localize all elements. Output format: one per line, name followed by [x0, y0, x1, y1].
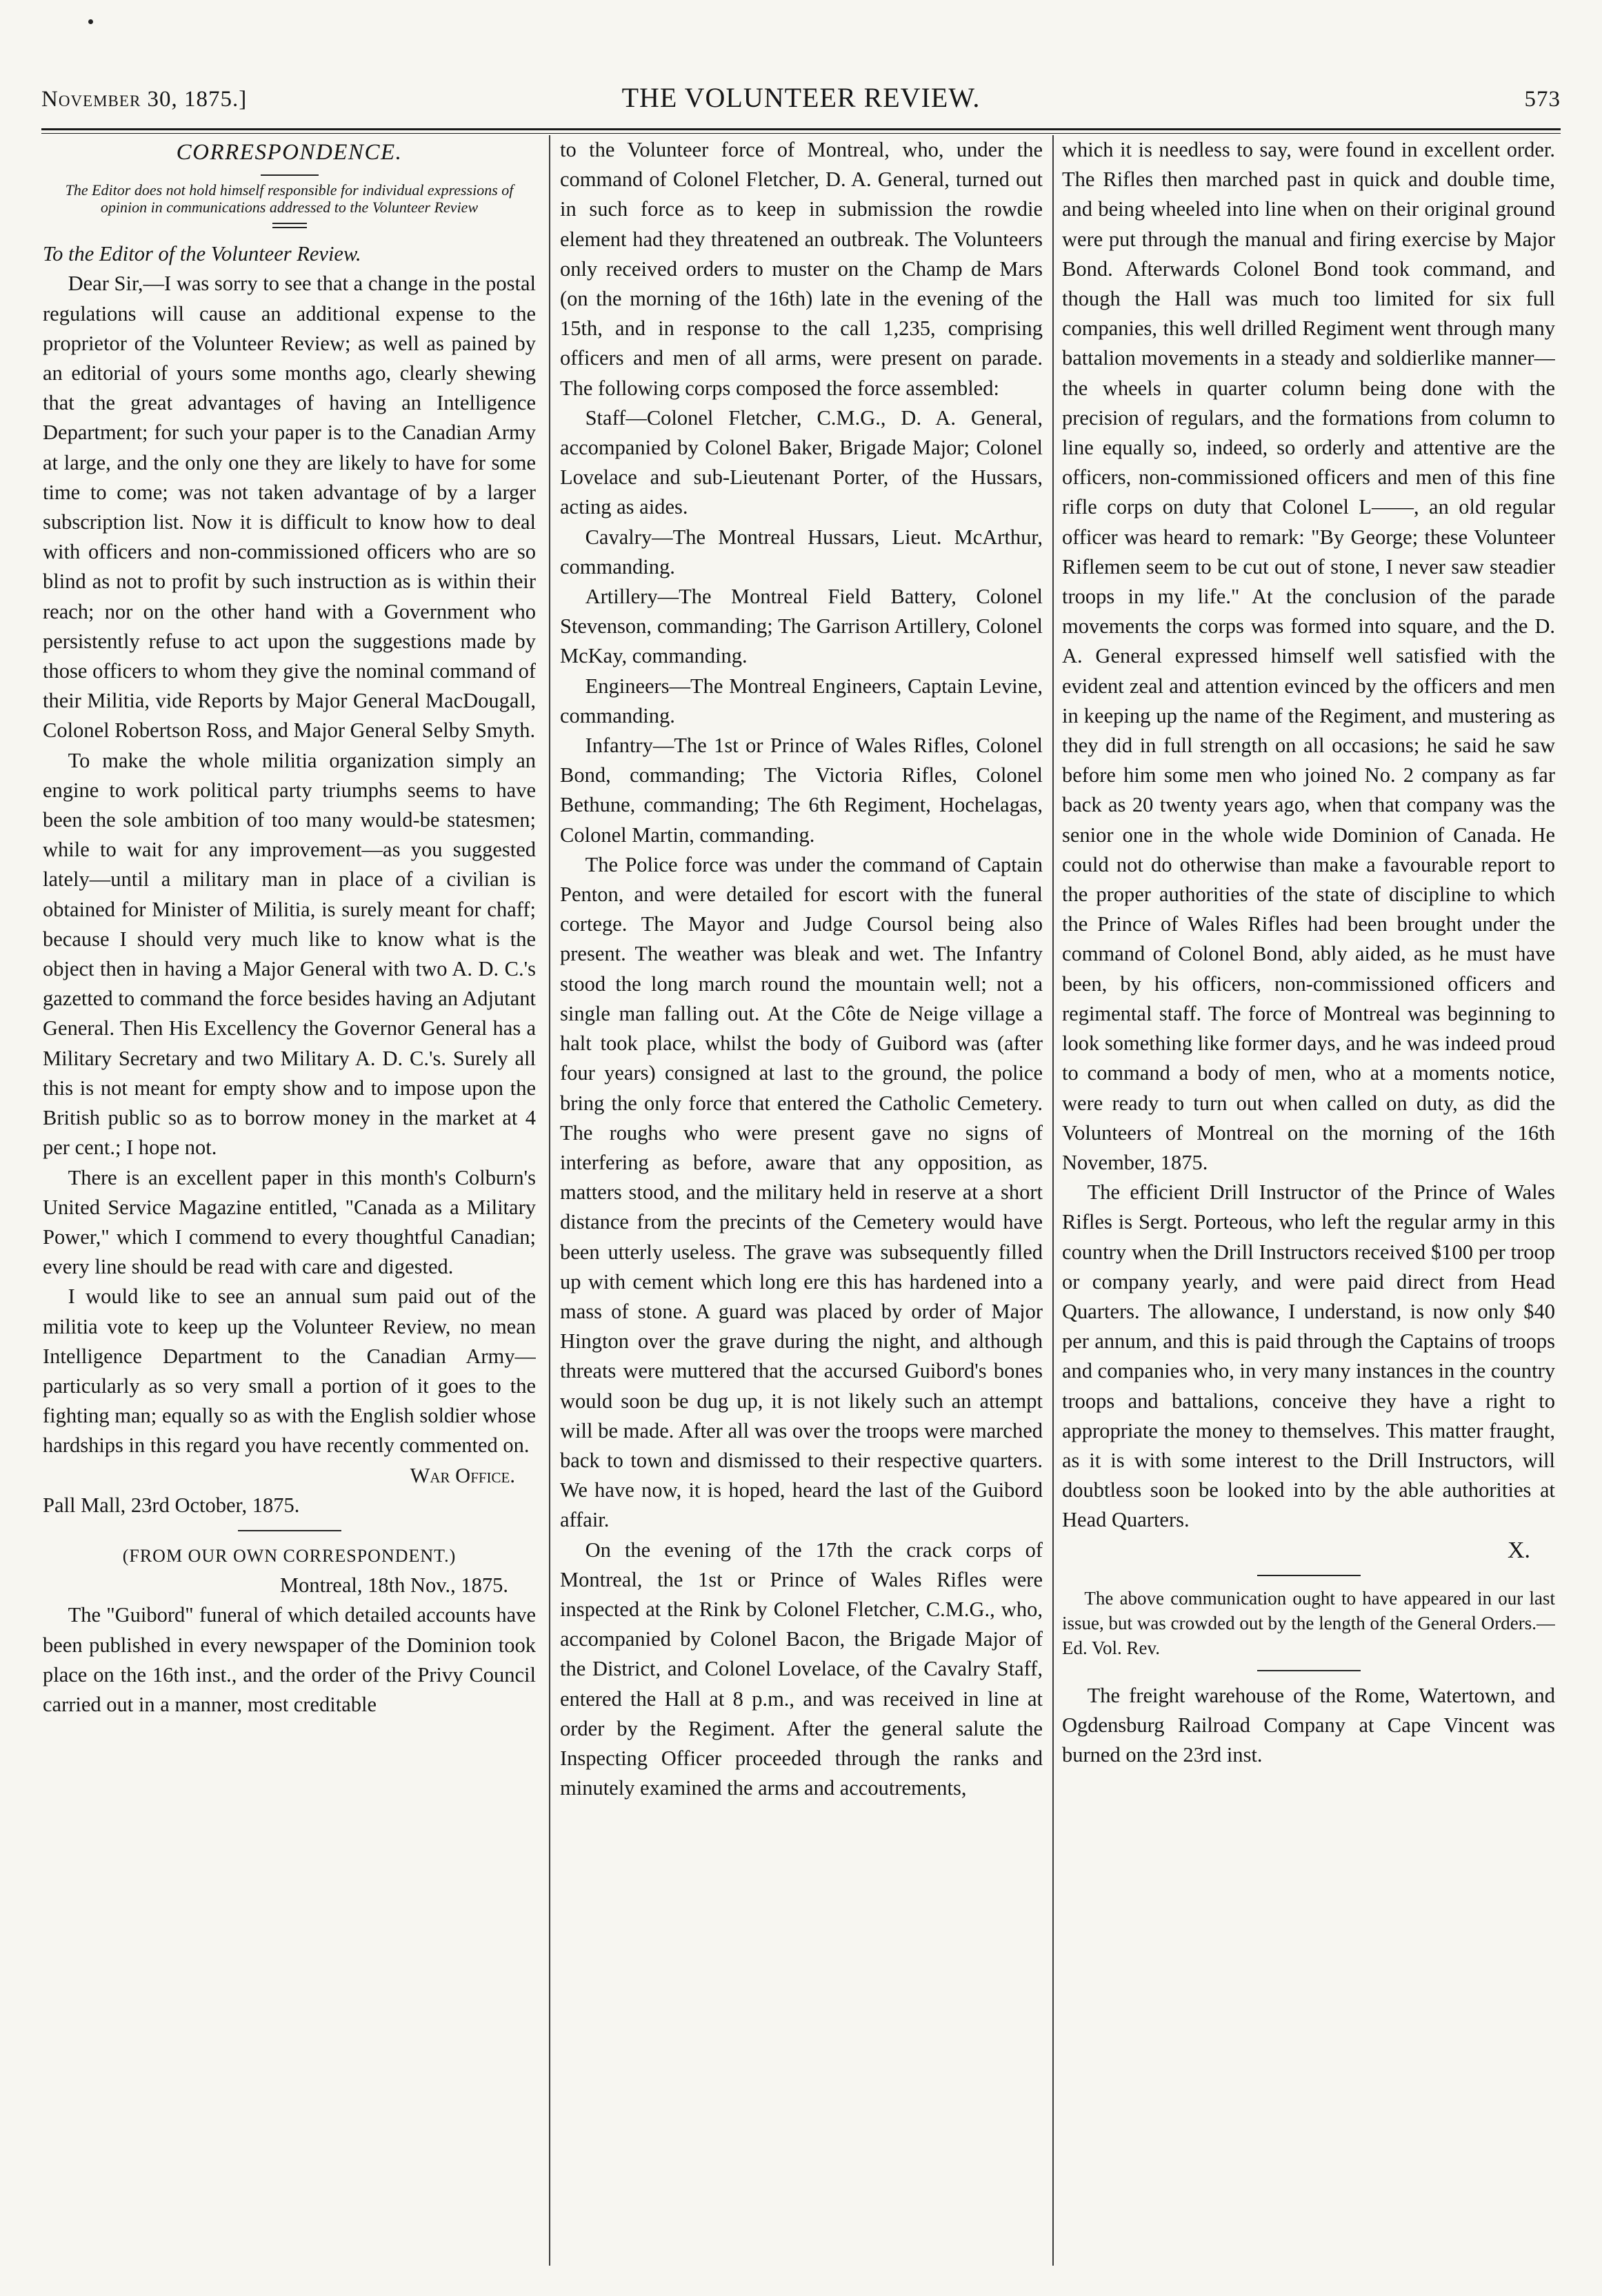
page-number: 573 [1524, 87, 1561, 112]
correspondent-dateline: Montreal, 18th Nov., 1875. [280, 1573, 508, 1598]
issue-date: November 30, 1875.] [41, 87, 248, 112]
corps-artillery: Artillery—The Montreal Field Battery, Colonel Stevenson, commanding; The Garrison Artillery, Colonel McKay, commanding. [560, 585, 1043, 668]
letter-dateline: Pall Mall, 23rd October, 1875. [43, 1493, 300, 1517]
correspondent-label: (FROM OUR OWN CORRESPONDENT.) [122, 1545, 457, 1566]
report-paragraph-6: The efficient Drill Instructor of the Prince of Wales Rifles is Sergt. Porteous, who left the regular army in this country when the Drill Instructors received $100 per troop or company yearly, and were paid direct from Head Quarters. The allowance, I understand, is now only $40 per annum, and this is paid through the Captains of troops and companies who, in very many instances in the country troops and battalions, conceive they have a right to appropriate the money to themselves. This matter fraught, as it is with some interest to the Drill Instructors, will doubtless soon be looked into by the able authorities at Head Quarters. [1062, 1180, 1555, 1532]
editor-disclaimer: The Editor does not hold himself responsible for individual expressions of opinion in communications addressed to the Volunteer Review [65, 181, 514, 216]
column-divider-1 [549, 135, 550, 2266]
double-rule [272, 223, 307, 228]
report-signature: X. [1507, 1537, 1530, 1563]
column-3 [1062, 135, 1555, 2269]
corps-infantry: Infantry—The 1st or Prince of Wales Rifles, Colonel Bond, commanding; The Victoria Rifles, Colonel Bethune, commanding; The 6th Regiment, Hochelagas, Colonel Martin, commanding. [560, 734, 1043, 847]
corps-engineers: Engineers—The Montreal Engineers, Captain Levine, commanding. [560, 674, 1043, 727]
letter-address: To the Editor of the Volunteer Review. [43, 242, 361, 266]
column-2 [560, 135, 1043, 2269]
corps-staff: Staff—Colonel Fletcher, C.M.G., D. A. General, accompanied by Colonel Baker, Brigade Major; Colonel Lovelace and sub-Lieutenant Porter, of the Hussars, acting as aides. [560, 405, 1043, 519]
separator-rule [238, 1530, 341, 1531]
section-rule [261, 174, 319, 176]
letter-signature: War Office. [410, 1463, 515, 1487]
separator-rule-3 [1257, 1670, 1361, 1671]
column-divider-2 [1052, 135, 1054, 2266]
report-paragraph-4: On the evening of the 17th the crack corps of Montreal, the 1st or Prince of Wales Rifles were inspected at the Rink by Colonel Fletcher, C.M.G., who, accompanied by Colonel Bacon, the Brigade Major of the District, and Colonel Lovelace, of the Cavalry Staff, entered the Hall at 8 p.m., and was received in line at order by the Regiment. After the general salute the Inspecting Officer proceeded through the ranks and minutely examined the arms and accoutrements, [560, 1538, 1043, 1800]
letter-paragraph-2: To make the whole militia organization simply an engine to work political party triumphs seems to have been the sole ambition of too many would-be statesmen; while to wait for any improvement—as you suggested lately—until a military man in place of a civilian is obtained for Minister of Militia, is surely meant for chaff; because I should very much like to know what is the object then in having a Major General with two A. D. C.'s gazetted to command the force besides having an Adjutant General. Then His Excellency the Governor General has a Military Secretary and two Military A. D. C.'s. Surely all this is not meant for empty show and to impose upon the British public so as to borrow money in the market at 4 per cent.; I hope not. [43, 748, 536, 1160]
column-1 [43, 135, 536, 2269]
separator-rule-2 [1257, 1575, 1361, 1576]
section-title: CORRESPONDENCE. [176, 140, 403, 165]
letter-paragraph-1: Dear Sir,—I was sorry to see that a change in the postal regulations will cause an additional expense to the proprietor of the Volunteer Review; as well as pained by an editorial of yours some months ago, clearly shewing that the great advantages of having an Intelligence Department; for such your paper is to the Canadian Army at large, and the only one they are likely to have for some time to come; was not taken advantage of by a larger subscription list. Now it is difficult to know how to deal with officers and non-commissioned officers who are so blind as not to profit by such instruction as is within their reach; nor on the other hand with a Government who persistently refuse to act upon the suggestions made by those officers to whom they give the nominal command of their Militia, vide Reports by Major General MacDougall, Colonel Robertson Ross, and Major General Selby Smyth. [43, 272, 536, 743]
letter-paragraph-3: There is an excellent paper in this month's Colburn's United Service Magazine entitled, "Canada as a Military Power," which I commend to every thoughtful Canadian; every line should be read with care and digested. [43, 1165, 536, 1279]
report-paragraph-5: which it is needless to say, were found in excellent order. The Rifles then marched past in quick and double time, and being wheeled into line when on their original ground were put through the manual and firing exercise by Major Bond. Afterwards Colonel Bond took command, and though the Hall was much too limited for six full companies, this well drilled Regiment went through many battalion movements in a steady and soldierlike manner—the wheels in quarter column being done with the precision of regulars, and the formations from column to line equally so, indeed, so orderly and attentive are the officers, non-commissioned officers and men of this fine rifle corps on duty that Colonel L——, an old regular officer was heard to remark: "By George; these Volunteer Riflemen seem to be cut out of stone, I never saw steadier troops in my life." At the conclusion of the parade movements the corps was formed into square, and the D. A. General expressed himself well satisfied with the evident zeal and attention evinced by the officers and men in keeping up the name of the Regiment, and mustering as they did in full strength on all occasions; he said he saw before him some men who joined No. 2 company as far back as 20 twenty years ago, when that company was the senior one in the whole wide Dominion of Canada. He could not do otherwise than make a favourable report to the proper authorities of the state of discipline to which the Prince of Wales Rifles had been brought under the command of Colonel Bond, ably aided, as he must have been, by his officers, non-commissioned officers and regimental staff. The force of Montreal was beginning to look something like former days, and he was indeed proud to command a body of men, who at a moments notice, were ready to turn out when called on duty, as did the Volunteers of Montreal on the morning of the 16th November, 1875. [1062, 138, 1555, 1174]
report-paragraph-3: The Police force was under the command of Captain Penton, and were detailed for escort with the funeral cortege. The Mayor and Judge Coursol being also present. The weather was bleak and wet. The Infantry stood the long march round the mountain well; not a single man falling out. At the Côte de Neige village a halt took place, whilst the body of Guibord was (after four years) consigned at last to the ground, the police bring the only force that entered the Catholic Cemetery. The roughs who were present gave no signs of interfering as before, aware that any opposition, as matters stood, and the military held in reserve at a short distance from the precints of the Cemetery would have been utterly useless. The grave was subsequently filled up with cement which long ere this has hardened into a mass of stone. A guard was placed by order of Major Hington over the grave during the night, and although threats were muttered that the accursed Guibord's bones would soon be dug up, it is not likely such an attempt will be made. After all was over the troops were marched back to town and dismissed to their respective quarters. We have now, it is hoped, heard the last of the Guibord affair. [560, 852, 1043, 1532]
running-header [41, 81, 1561, 123]
report-paragraph-1: The "Guibord" funeral of which detailed accounts have been published in every newspaper of the Dominion took place on the 16th inst., and the order of the Privy Council carried out in a manner, most creditable [43, 1603, 536, 1716]
news-item-freight-warehouse: The freight warehouse of the Rome, Watertown, and Ogdensburg Railroad Company at Cape Vincent was burned on the 23rd inst. [1062, 1683, 1555, 1767]
corps-cavalry: Cavalry—The Montreal Hussars, Lieut. McArthur, commanding. [560, 525, 1043, 578]
publication-title: THE VOLUNTEER REVIEW. [621, 82, 981, 113]
letter-paragraph-4: I would like to see an annual sum paid out of the militia vote to keep up the Volunteer Review, no mean Intelligence Department to the Canadian Army—particularly as so very small a portion of it goes to the fighting man; equally so as with the English soldier whose hardships in this regard you have recently commented on. [43, 1285, 536, 1458]
editorial-note: The above communication ought to have appeared in our last issue, but was crowded out by the length of the General Orders.—Ed. Vol. Rev. [1062, 1587, 1555, 1658]
report-paragraph-2: to the Volunteer force of Montreal, who, under the command of Colonel Fletcher, D. A. General, turned out in such force as to keep in submission the rowdie element had they threatened an outbreak. The Volunteers only received orders to muster on the Champ de Mars (on the morning of the 16th) late in the evening of the 15th, and in response to the call 1,235, comprising officers and men of all arms, were present on parade. The following corps composed the force assembled: [560, 138, 1043, 400]
ink-speck [88, 19, 93, 24]
header-rule [41, 128, 1561, 134]
